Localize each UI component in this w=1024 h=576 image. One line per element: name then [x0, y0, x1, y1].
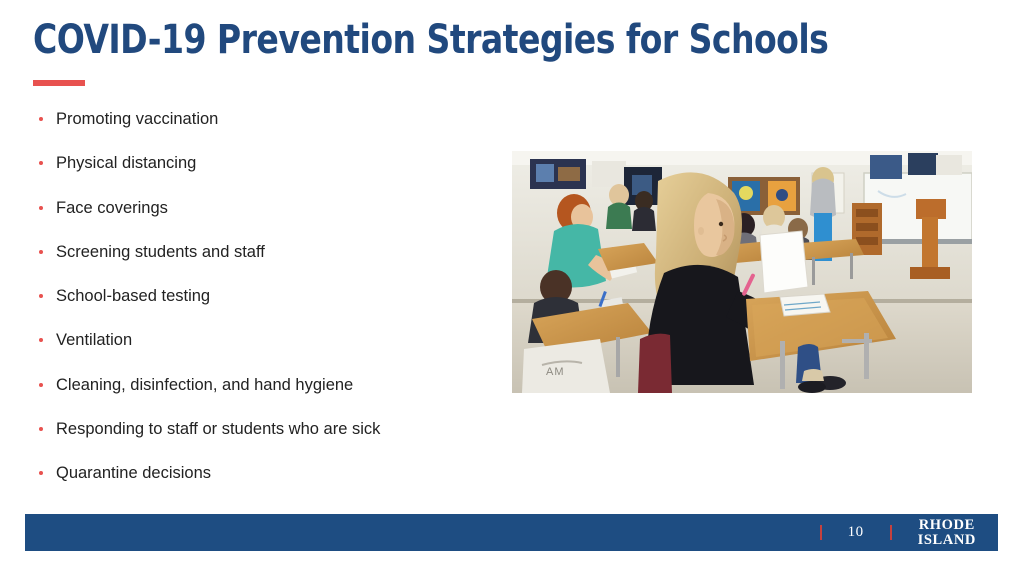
list-item-label: Physical distancing	[56, 154, 197, 173]
bullet-dot-icon	[39, 117, 43, 121]
list-item	[36, 197, 496, 241]
list-item	[36, 285, 496, 329]
bullet-dot-icon	[39, 250, 43, 254]
page-number: 10	[847, 524, 864, 540]
list-item-label: Quarantine decisions	[56, 464, 212, 483]
list-item	[36, 418, 496, 462]
list-item-label: Face coverings	[56, 198, 168, 217]
list-item	[36, 462, 496, 506]
list-item-label: Responding to staff or students who are sick	[56, 420, 381, 439]
list-item-label: Cleaning, disinfection, and hand hygiene	[56, 375, 354, 394]
brand-line-2: ISLAND	[917, 531, 976, 548]
list-item	[36, 241, 496, 285]
classroom-photo-illustration	[512, 151, 972, 393]
list-item	[36, 374, 496, 418]
bullet-dot-icon	[39, 383, 43, 387]
page-title: COVID-19 Prevention Strategies for Schools	[33, 17, 829, 63]
list-item	[36, 329, 496, 373]
brand-line-1: RHODE	[918, 517, 975, 533]
list-item-label: Promoting vaccination	[56, 110, 219, 128]
prevention-strategies-list	[36, 108, 496, 507]
classroom-photo	[512, 151, 972, 393]
list-item-label: Ventilation	[56, 331, 133, 350]
svg-text:AM: AM	[546, 366, 565, 378]
list-item	[36, 108, 496, 152]
rhode-island-logo	[918, 518, 976, 547]
bullet-dot-icon	[39, 206, 43, 210]
bullet-dot-icon	[39, 294, 43, 298]
bullet-dot-icon	[39, 161, 43, 165]
title-block	[33, 17, 933, 86]
bullet-dot-icon	[39, 471, 43, 475]
title-accent-rule	[33, 80, 85, 86]
list-item-label: School-based testing	[56, 287, 211, 306]
footer-content	[820, 514, 998, 551]
bullet-dot-icon	[39, 427, 43, 431]
list-item-label: Screening students and staff	[56, 242, 265, 261]
slide-footer-bar	[25, 514, 998, 551]
bullet-dot-icon	[39, 338, 43, 342]
list-item	[36, 152, 496, 196]
footer-tick-left-icon	[820, 525, 822, 540]
footer-tick-right-icon	[890, 525, 892, 540]
